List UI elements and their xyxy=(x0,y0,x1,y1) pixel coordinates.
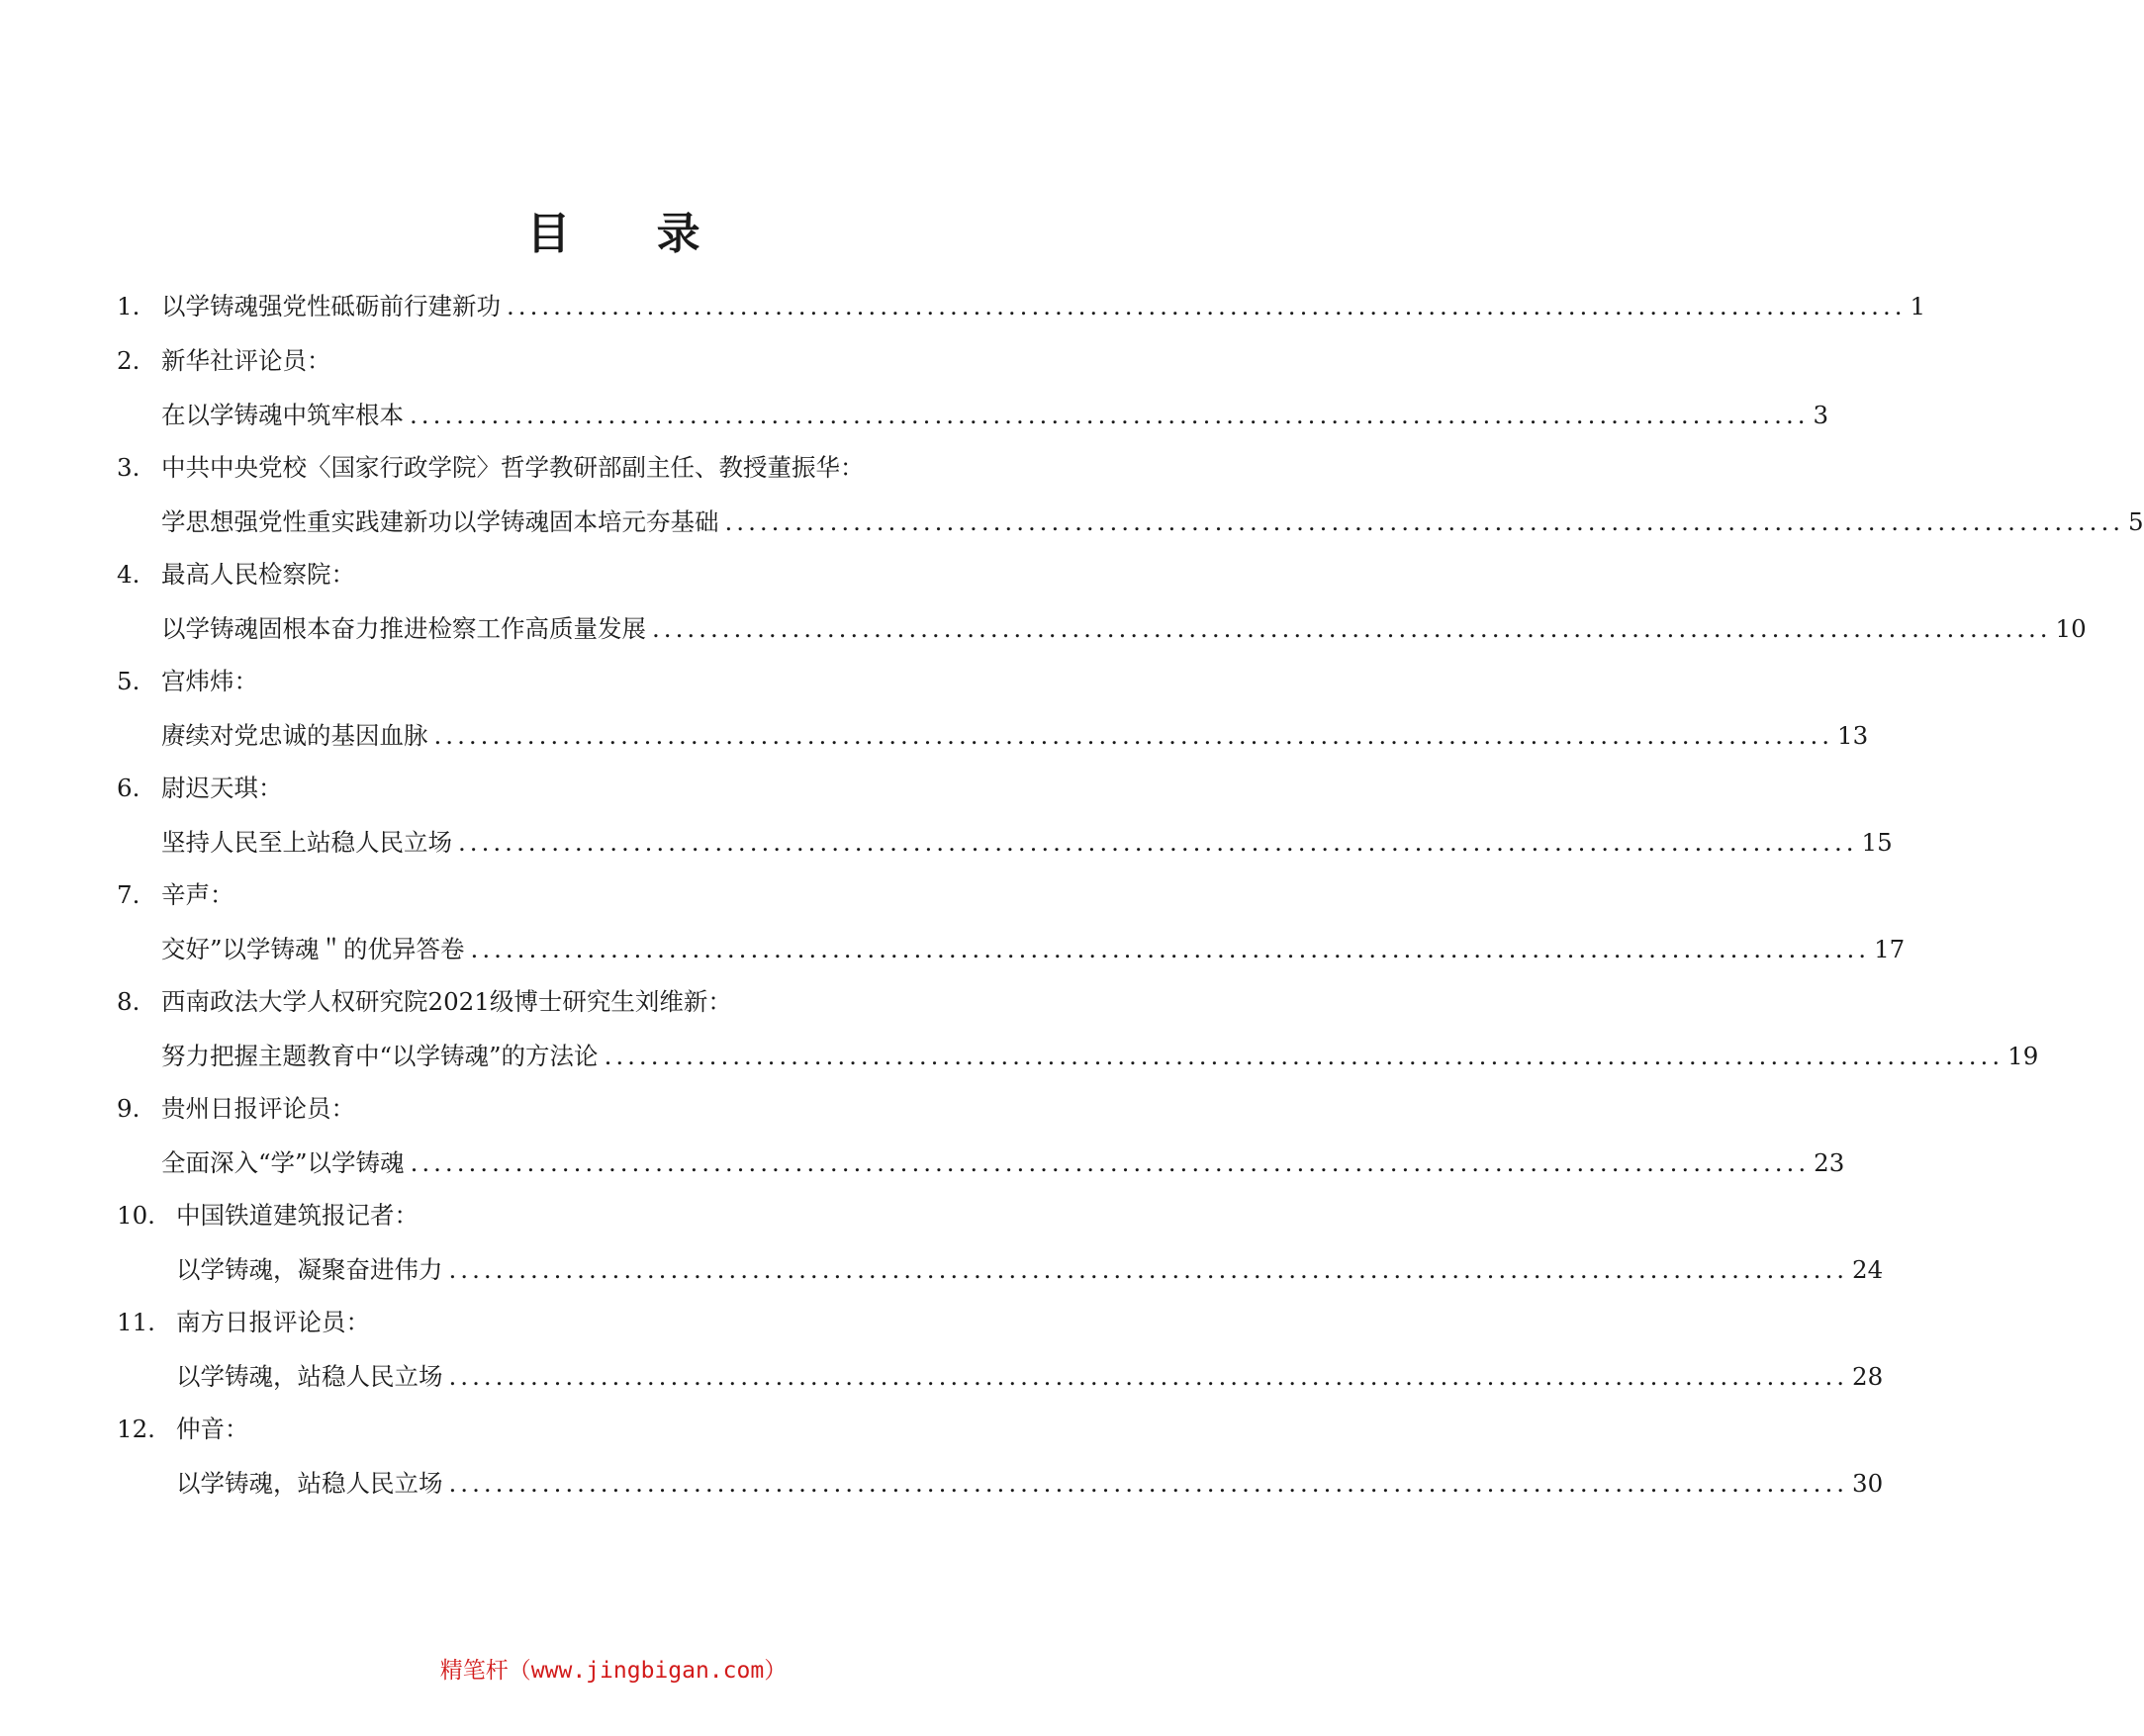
toc-number: 6. xyxy=(117,774,140,802)
dot-leader: ........................................................................................................................ xyxy=(652,614,2052,643)
toc-entry-5[interactable] xyxy=(0,716,1869,756)
toc-entry-8-author xyxy=(0,982,1227,1022)
toc-entry-3[interactable] xyxy=(0,503,2144,542)
toc-title: 坚持人民至上站稳人民立场 xyxy=(161,828,452,857)
footer-watermark: 精笔杆（www.jingbigan.com） xyxy=(439,1658,788,1684)
toc-author: 最高人民检察院： xyxy=(161,560,355,589)
toc-author: 南方日报评论员： xyxy=(176,1308,370,1336)
toc-page-number: 15 xyxy=(1861,828,1893,857)
toc-entry-10[interactable] xyxy=(0,1250,1884,1290)
toc-entry-11[interactable] xyxy=(0,1357,1884,1397)
toc-number: 4. xyxy=(117,560,140,589)
toc-author: 中共中央党校〈国家行政学院〉哲学教研部副主任、教授董振华： xyxy=(161,453,865,482)
toc-number: 9. xyxy=(117,1094,140,1123)
toc-number: 2. xyxy=(117,346,140,375)
dot-leader: ........................................................................................................................ xyxy=(724,507,2125,536)
toc-entry-8[interactable] xyxy=(0,1037,2039,1076)
page-title: 目 录 xyxy=(526,209,736,259)
toc-entry-4-author xyxy=(0,555,1227,594)
toc-entry-11-author xyxy=(0,1303,1227,1342)
toc-entry-9[interactable] xyxy=(0,1143,1845,1183)
toc-entry-7-author xyxy=(0,875,1227,915)
dot-leader: ........................................................................................................................ xyxy=(433,721,1834,750)
toc-title: 以学铸魂，站稳人民立场 xyxy=(176,1469,443,1498)
toc-title: 以学铸魂，站稳人民立场 xyxy=(176,1362,443,1391)
toc-entry-5-author xyxy=(0,662,1227,701)
toc-entry-6[interactable] xyxy=(0,823,1893,863)
toc-title: 赓续对党忠诚的基因血脉 xyxy=(161,721,428,750)
toc-entry-10-author xyxy=(0,1196,1227,1235)
dot-leader: ........................................................................................................................ xyxy=(470,935,1871,963)
toc-title: 交好”以学铸魂＂的优异答卷 xyxy=(161,935,465,963)
toc-page-number: 10 xyxy=(2055,614,2087,643)
toc-title: 全面深入“学”以学铸魂 xyxy=(161,1148,405,1177)
toc-author: 仲音： xyxy=(176,1415,249,1443)
toc-entry-2-author xyxy=(0,341,1227,381)
toc-number: 12. xyxy=(117,1415,155,1443)
toc-number: 10. xyxy=(117,1201,155,1230)
dot-leader: ........................................................................................................................ xyxy=(604,1042,2004,1070)
dot-leader: ........................................................................................................................ xyxy=(458,828,1858,857)
toc-entry-9-author xyxy=(0,1089,1227,1129)
toc-page-number: 30 xyxy=(1852,1469,1884,1498)
dot-leader: ........................................................................................................................ xyxy=(448,1362,1849,1391)
toc-page-number: 17 xyxy=(1874,935,1906,963)
toc-entry-1[interactable] xyxy=(0,287,1926,326)
toc-author: 尉迟天琪： xyxy=(161,774,283,802)
toc-number: 5. xyxy=(117,667,140,695)
dot-leader: ........................................................................................................................ xyxy=(507,292,1907,320)
dot-leader: ........................................................................................................................ xyxy=(448,1469,1849,1498)
toc-page-number: 3 xyxy=(1813,401,1829,429)
toc-author: 新华社评论员： xyxy=(161,346,331,375)
toc-number: 7. xyxy=(117,880,140,909)
toc-page-number: 23 xyxy=(1814,1148,1845,1177)
toc-entry-3-author xyxy=(0,448,1227,488)
toc-author: 辛声： xyxy=(161,880,234,909)
dot-leader: ........................................................................................................................ xyxy=(448,1255,1849,1284)
toc-author: 贵州日报评论员： xyxy=(161,1094,355,1123)
toc-entry-4[interactable] xyxy=(0,609,2087,649)
toc-author: 中国铁道建筑报记者： xyxy=(176,1201,419,1230)
dot-leader: ........................................................................................................................ xyxy=(410,1148,1811,1177)
toc-entry-12-author xyxy=(0,1410,1227,1449)
toc-title: 学思想强党性重实践建新功以学铸魂固本培元夯基础 xyxy=(161,507,719,536)
toc-entry-6-author xyxy=(0,769,1227,808)
toc-entry-12[interactable] xyxy=(0,1464,1884,1504)
toc-entry-7[interactable] xyxy=(0,930,1906,969)
toc-author: 西南政法大学人权研究院2021级博士研究生刘维新： xyxy=(161,987,732,1016)
toc-title: 以学铸魂固根本奋力推进检察工作高质量发展 xyxy=(161,614,646,643)
toc-title: 努力把握主题教育中“以学铸魂”的方法论 xyxy=(161,1042,599,1070)
toc-page-number: 24 xyxy=(1852,1255,1884,1284)
toc-number: 1. xyxy=(117,292,140,320)
toc-page-number: 19 xyxy=(2007,1042,2039,1070)
toc-title: 以学铸魂强党性砥砺前行建新功 xyxy=(161,292,501,320)
toc-title: 以学铸魂，凝聚奋进伟力 xyxy=(176,1255,443,1284)
dot-leader: ........................................................................................................................ xyxy=(410,401,1810,429)
toc-entry-2[interactable] xyxy=(0,396,1829,435)
toc-number: 3. xyxy=(117,453,140,482)
toc-author: 宫炜炜： xyxy=(161,667,258,695)
toc-title: 在以学铸魂中筑牢根本 xyxy=(161,401,404,429)
toc-page-number: 13 xyxy=(1837,721,1869,750)
toc-number: 11. xyxy=(117,1308,155,1336)
toc-number: 8. xyxy=(117,987,140,1016)
toc-page-number: 5 xyxy=(2128,507,2144,536)
toc-page-number: 28 xyxy=(1852,1362,1884,1391)
toc-page-number: 1 xyxy=(1910,292,1926,320)
